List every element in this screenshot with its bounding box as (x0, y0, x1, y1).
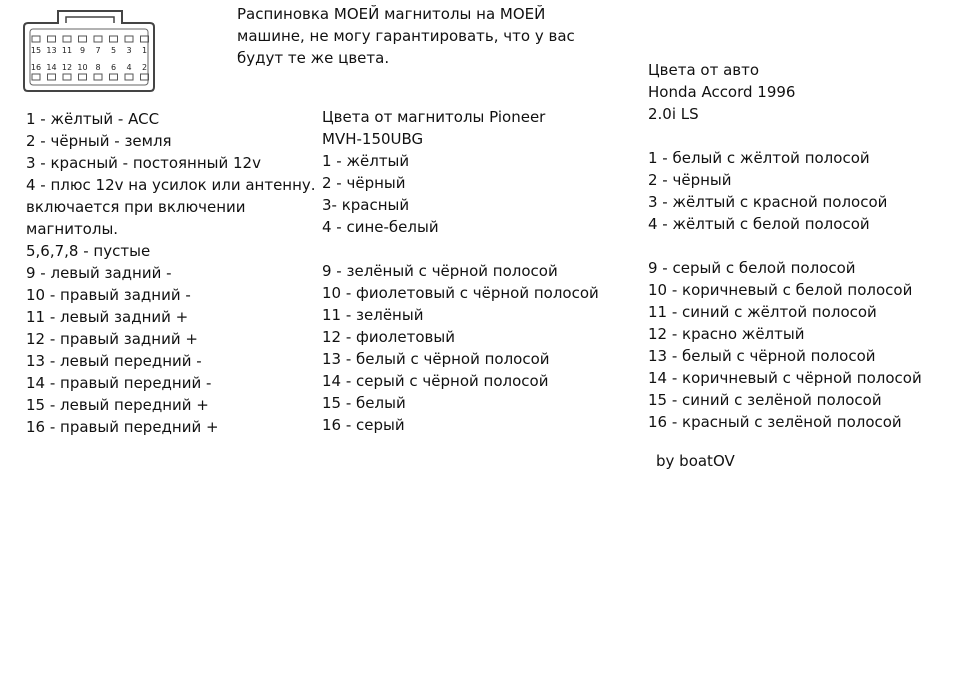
pin-slot (48, 36, 56, 42)
pioneer-color-line: 11 - зелёный (322, 306, 424, 324)
pin-slot (94, 74, 102, 80)
honda-color-line: 9 - серый с белой полосой (648, 259, 856, 277)
pinout-line: 5,6,7,8 - пустые (26, 242, 151, 260)
honda-title-line: 2.0i LS (648, 105, 699, 123)
pioneer-color-line: 3- красный (322, 196, 410, 214)
pinout-line: 10 - правый задний - (26, 286, 191, 304)
pin-slot (141, 74, 149, 80)
pin-slot (125, 74, 133, 80)
pioneer-color-line: 15 - белый (322, 394, 406, 412)
pinout-line: 1 - жёлтый - ACC (26, 110, 160, 128)
honda-color-line: 12 - красно жёлтый (648, 325, 805, 343)
pinout-line: 13 - левый передний - (26, 352, 202, 370)
pioneer-color-line: 9 - зелёный с чёрной полосой (322, 262, 558, 280)
pinout-line: магнитолы. (26, 220, 119, 238)
pinout-line: 3 - красный - постоянный 12v (26, 154, 261, 172)
pinout-line: включается при включении (26, 198, 246, 216)
top-pin-label: 1 (141, 46, 148, 55)
honda-colors (648, 59, 922, 433)
honda-color-line: 10 - коричневый с белой полосой (648, 281, 913, 299)
pinout-line: 2 - чёрный - земля (26, 132, 172, 150)
pin-slot (110, 74, 118, 80)
bottom-pin-label: 12 (61, 63, 73, 72)
pioneer-color-line: 13 - белый с чёрной полосой (322, 350, 550, 368)
honda-color-line: 2 - чёрный (648, 171, 732, 189)
honda-color-line: 4 - жёлтый с белой полосой (648, 215, 870, 233)
intro-text (237, 3, 575, 69)
pinout-line: 14 - правый передний - (26, 374, 212, 392)
pin-slot (48, 74, 56, 80)
top-pin-label: 13 (46, 46, 57, 55)
bottom-pin-label: 6 (110, 63, 117, 72)
honda-color-line: 14 - коричневый с чёрной полосой (648, 369, 922, 387)
bottom-pin-label: 2 (141, 63, 148, 72)
honda-color-line: 15 - синий с зелёной полосой (648, 391, 882, 409)
top-pin-label: 9 (79, 46, 86, 55)
connector-outline (22, 9, 157, 93)
pioneer-color-line: 14 - серый с чёрной полосой (322, 372, 549, 390)
top-pin-label: 3 (126, 46, 132, 55)
honda-color-line: 1 - белый с жёлтой полосой (648, 149, 870, 167)
pin-slot (79, 74, 87, 80)
bottom-pin-label: 4 (126, 63, 132, 72)
honda-color-line: 3 - жёлтый с красной полосой (648, 193, 888, 211)
pin-slot (32, 36, 40, 42)
honda-color-line: 13 - белый с чёрной полосой (648, 347, 876, 365)
connector-diagram (22, 9, 157, 93)
intro-line: машине, не могу гарантировать, что у вас (237, 27, 575, 45)
intro-line: Распиновка МОЕЙ магнитолы на МОЕЙ (237, 5, 546, 23)
pioneer-title-line: MVH-150UBG (322, 130, 424, 148)
pioneer-color-line: 12 - фиолетовый (322, 328, 455, 346)
pioneer-color-line: 1 - жёлтый (322, 152, 410, 170)
pinout-line: 4 - плюс 12v на усилок или антенну. (26, 176, 316, 194)
honda-color-line: 16 - красный с зелёной полосой (648, 413, 902, 431)
pioneer-color-line: 10 - фиолетовый с чёрной полосой (322, 284, 599, 302)
pinout-line: 9 - левый задний - (26, 264, 172, 282)
pioneer-color-line: 16 - серый (322, 416, 405, 434)
honda-title-line: Honda Accord 1996 (648, 83, 796, 101)
pinout-list (26, 108, 316, 438)
pin-slot (79, 36, 87, 42)
pin-slot (63, 74, 71, 80)
bottom-pin-label: 14 (46, 63, 57, 72)
pinout-line: 16 - правый передний + (26, 418, 219, 436)
intro-line: будут те же цвета. (237, 49, 390, 67)
pinout-line: 12 - правый задний + (26, 330, 198, 348)
top-pin-label: 7 (95, 46, 101, 55)
pin-slot (141, 36, 149, 42)
honda-color-line: 11 - синий с жёлтой полосой (648, 303, 877, 321)
pioneer-color-line: 2 - чёрный (322, 174, 406, 192)
bottom-pin-label: 16 (30, 63, 42, 72)
top-pin-label: 11 (61, 46, 73, 55)
top-pin-label: 5 (110, 46, 117, 55)
pin-slot (94, 36, 102, 42)
top-pin-label: 15 (30, 46, 42, 55)
pin-slot (63, 36, 71, 42)
pin-slot (110, 36, 118, 42)
pioneer-color-line: 4 - сине-белый (322, 218, 439, 236)
bottom-pin-label: 10 (77, 63, 88, 72)
pinout-line: 15 - левый передний + (26, 396, 209, 414)
pin-slot (125, 36, 133, 42)
pin-slot (32, 74, 40, 80)
honda-title-line: Цвета от авто (648, 61, 760, 79)
signature: by boatOV (656, 452, 735, 470)
pinout-line: 11 - левый задний + (26, 308, 189, 326)
bottom-pin-label: 8 (95, 63, 101, 72)
pioneer-colors (322, 106, 599, 436)
pioneer-title-line: Цвета от магнитолы Pioneer (322, 108, 546, 126)
